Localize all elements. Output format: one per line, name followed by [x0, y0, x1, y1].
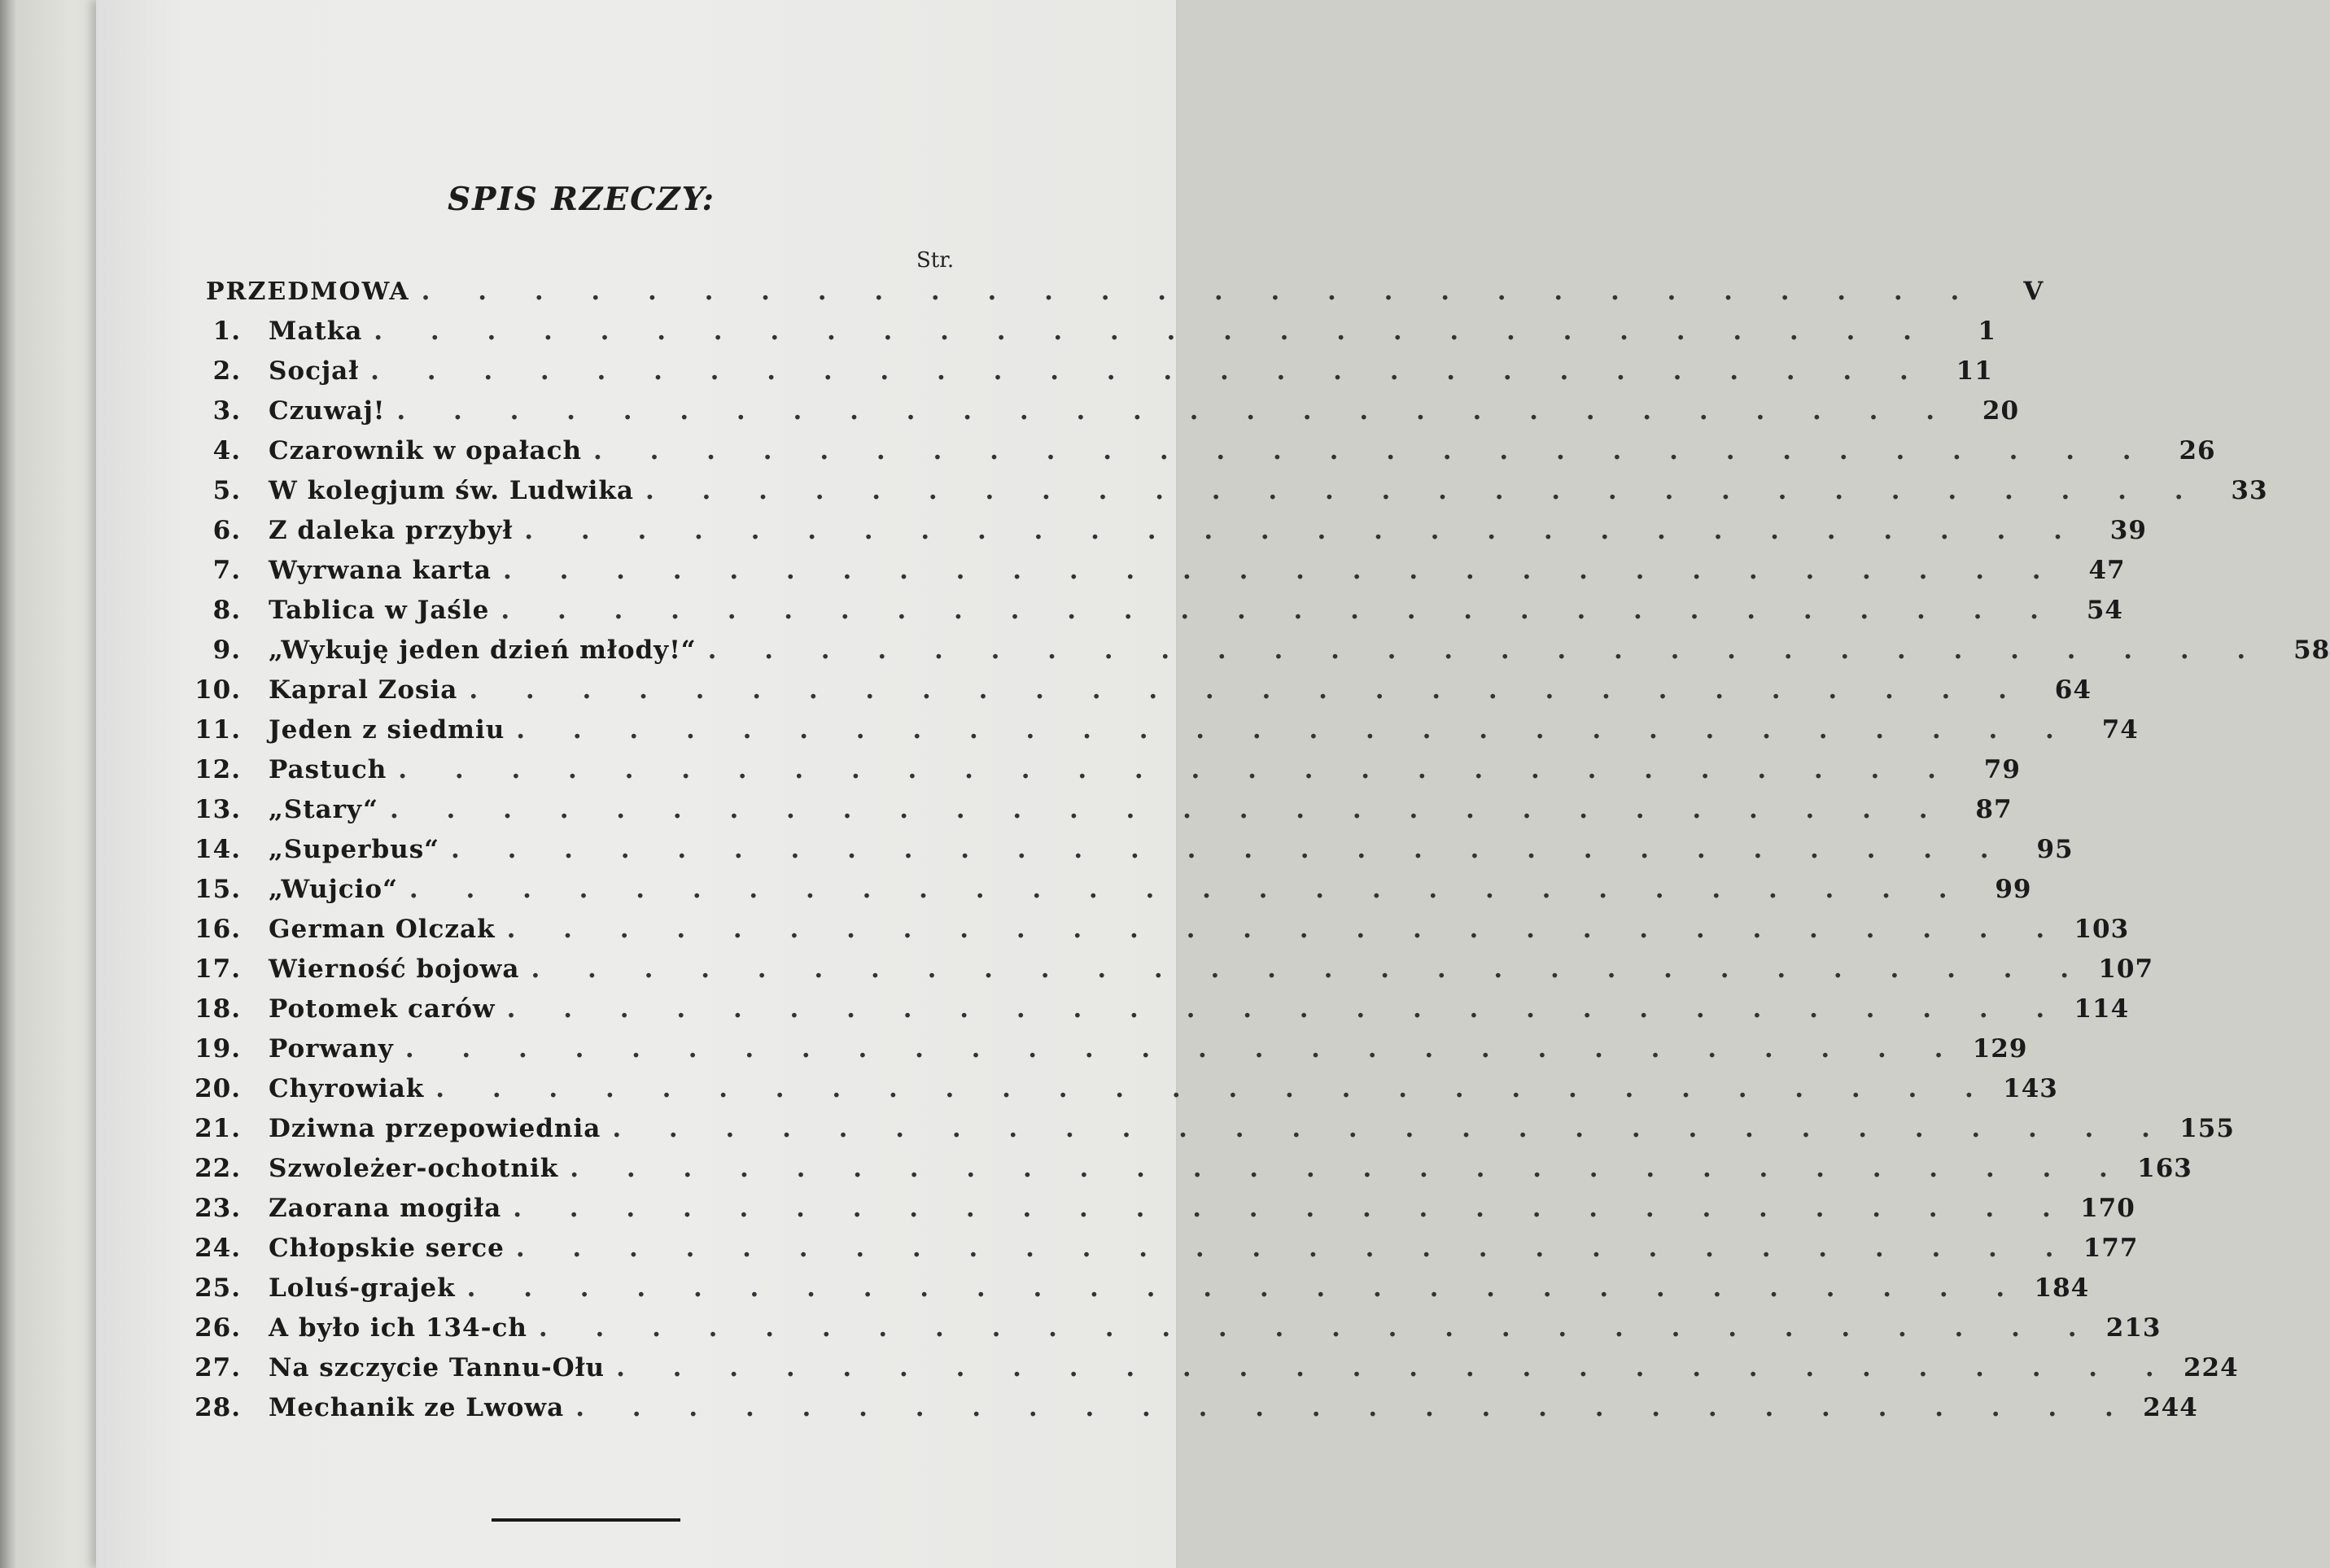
toc-entry-number: 19.	[195, 1034, 241, 1064]
toc-entry-page: 47	[2088, 556, 2126, 585]
toc-entry-row	[192, 436, 2216, 476]
toc-entry-number: 6.	[212, 516, 241, 545]
dot-leader: . . . . . . . . . . . . . . . . . . . . . . . . . . . .	[451, 835, 2009, 864]
toc-entry-row	[192, 675, 2092, 715]
toc-entry-number: 9.	[212, 635, 241, 665]
toc-entry-row	[192, 755, 2021, 795]
toc-entry-page: 244	[2143, 1393, 2198, 1422]
toc-entry-number: 4.	[212, 436, 241, 465]
toc-entry-number: 1.	[212, 317, 241, 346]
toc-entry-title: „Superbus“	[269, 835, 439, 864]
dot-leader: . . . . . . . . . . . . . . . . . . . . . . . . . . . .	[524, 516, 2082, 545]
toc-entry-row	[192, 1114, 2235, 1154]
toc-entry-title: Pastuch	[269, 755, 387, 784]
toc-entry-title: PRZEDMOWA	[206, 277, 410, 306]
table-of-contents	[192, 277, 2330, 1433]
toc-entry-page: 155	[2179, 1114, 2235, 1143]
toc-entry-page: 11	[1956, 356, 1993, 386]
toc-entry-title: German Olczak	[269, 915, 496, 944]
toc-entry-row	[192, 1234, 2139, 1273]
toc-entry-page: 184	[2034, 1273, 2090, 1303]
toc-entry-page: V	[2023, 277, 2044, 306]
dot-leader: . . . . . . . . . . . . . . . . . . . . . . . . . . . .	[612, 1114, 2170, 1143]
toc-entry-title: „Wujcio“	[269, 875, 398, 904]
toc-entry-title: Zaorana mogiła	[269, 1194, 502, 1223]
toc-entry-row	[192, 516, 2147, 556]
dot-leader: . . . . . . . . . . . . . . . . . . . . . . . . . . . .	[435, 1074, 1993, 1103]
toc-entry-title: Chłopskie serce	[269, 1234, 505, 1263]
toc-entry-number: 7.	[212, 556, 241, 585]
dot-leader: . . . . . . . . . . . . . . . . . . . . . . . . . . . .	[404, 1034, 1963, 1064]
dot-leader: . . . . . . . . . . . . . . . . . . . . . . . . . . . .	[466, 1273, 2025, 1303]
toc-entry-title: Na szczycie Tannu-Ołu	[269, 1353, 605, 1382]
dot-leader: . . . . . . . . . . . . . . . . . . . . . . . . . . . .	[593, 436, 2151, 465]
toc-entry-title: Kapral Zosia	[269, 675, 458, 705]
toc-entry-page: 26	[2179, 436, 2216, 465]
toc-entry-page: 20	[1982, 396, 2020, 426]
dot-leader: . . . . . . . . . . . . . . . . . . . . . . . . . . . .	[515, 1234, 2074, 1263]
toc-entry-number: 16.	[195, 915, 241, 944]
toc-entry-number: 15.	[195, 875, 241, 904]
toc-entry-number: 27.	[195, 1353, 241, 1382]
dot-leader: . . . . . . . . . . . . . . . . . . . . . . . . . . . .	[398, 755, 1956, 784]
toc-entry-number: 28.	[195, 1393, 241, 1422]
toc-entry-page: 39	[2109, 516, 2147, 545]
toc-entry-page: 170	[2080, 1194, 2135, 1223]
toc-entry-page: 79	[1983, 755, 2021, 784]
toc-entry-row	[192, 875, 2032, 915]
toc-entry-page: 74	[2101, 715, 2139, 745]
toc-entry-row	[192, 1313, 2162, 1353]
toc-entry-title: „Wykuję jeden dzień młody!“	[269, 635, 697, 665]
toc-entry-page: 114	[2074, 994, 2130, 1024]
toc-preface-row	[192, 277, 2044, 317]
toc-entry-title: Wyrwana karta	[269, 556, 492, 585]
toc-entry-row	[192, 1074, 2058, 1114]
toc-entry-row	[192, 476, 2268, 516]
toc-entry-title: Loluś-grajek	[269, 1273, 456, 1303]
toc-entry-title: Dziwna przepowiednia	[269, 1114, 601, 1143]
toc-entry-row	[192, 994, 2130, 1034]
toc-entry-number: 13.	[195, 795, 241, 824]
toc-entry-page: 33	[2231, 476, 2268, 505]
toc-entry-number: 26.	[195, 1313, 241, 1343]
toc-entry-number: 18.	[195, 994, 241, 1024]
toc-entry-row	[192, 635, 2330, 675]
dot-leader: . . . . . . . . . . . . . . . . . . . . . . . . . . . .	[389, 795, 1947, 824]
dot-leader: . . . . . . . . . . . . . . . . . . . . . . . . . . . .	[370, 356, 1928, 386]
toc-entry-row	[192, 954, 2154, 994]
toc-entry-title: Matka	[269, 317, 363, 346]
toc-entry-row	[192, 1273, 2090, 1313]
toc-entry-title: Socjał	[269, 356, 360, 386]
toc-entry-number: 20.	[195, 1074, 241, 1103]
toc-entry-page: 213	[2105, 1313, 2162, 1343]
dot-leader: . . . . . . . . . . . . . . . . . . . . . . . . . . . .	[374, 317, 1931, 346]
toc-entry-row	[192, 317, 1996, 356]
toc-entry-row	[192, 1353, 2239, 1393]
toc-entry-number: 22.	[195, 1154, 241, 1183]
toc-entry-page: 54	[2086, 596, 2123, 625]
dot-leader: . . . . . . . . . . . . . . . . . . . . . . . . . . . .	[575, 1393, 2133, 1422]
toc-entry-title: W kolegjum św. Ludwika	[269, 476, 634, 505]
previous-page-edge	[18, 0, 107, 1568]
toc-entry-row	[192, 1034, 2028, 1074]
toc-entry-page: 87	[1975, 795, 2013, 824]
toc-entry-title: Wierność bojowa	[269, 954, 520, 984]
dot-leader: . . . . . . . . . . . . . . . . . . . . . . . . . . . .	[570, 1154, 2127, 1183]
toc-entry-number: 5.	[212, 476, 241, 505]
toc-entry-page: 1	[1978, 317, 1996, 346]
toc-entry-row	[192, 915, 2130, 954]
toc-entry-title: Szwoleżer-ochotnik	[269, 1154, 559, 1183]
toc-entry-title: „Stary“	[269, 795, 378, 824]
toc-entry-title: Z daleka przybył	[269, 516, 514, 545]
toc-entry-page: 58	[2293, 635, 2330, 665]
dot-leader: . . . . . . . . . . . . . . . . . . . . . . . . . . . .	[645, 476, 2203, 505]
closing-rule	[492, 1518, 680, 1522]
toc-entry-title: Chyrowiak	[269, 1074, 425, 1103]
toc-entry-row	[192, 556, 2126, 596]
toc-entry-row	[192, 715, 2139, 755]
toc-entries	[192, 317, 2330, 1433]
toc-entry-row	[192, 356, 1993, 396]
dot-leader: . . . . . . . . . . . . . . . . . . . . . . . . . . . .	[469, 675, 2026, 705]
toc-entry-number: 21.	[195, 1114, 241, 1143]
toc-entry-title: Mechanik ze Lwowa	[269, 1393, 565, 1422]
dot-leader: . . . . . . . . . . . . . . . . . . . . . . . . . . . .	[531, 954, 2089, 984]
toc-entry-page: 143	[2003, 1074, 2058, 1103]
dot-leader: . . . . . . . . . . . . . . . . . . . . . . . . . . . .	[516, 715, 2074, 745]
toc-entry-page: 163	[2137, 1154, 2192, 1183]
dot-leader: . . . . . . . . . . . . . . . . . . . . . . . . . . . .	[707, 635, 2266, 665]
toc-entry-page: 129	[1972, 1034, 2028, 1064]
toc-entry-number: 25.	[195, 1273, 241, 1303]
toc-entry-number: 24.	[195, 1234, 241, 1263]
dot-leader: . . . . . . . . . . . . . . . . . . . . . . . . . . . .	[506, 994, 2065, 1024]
toc-entry-page: 177	[2083, 1234, 2139, 1263]
toc-entry-number: 11.	[195, 715, 241, 745]
dot-leader: . . . . . . . . . . . . . . . . . . . . . . . . . . . .	[616, 1353, 2174, 1382]
toc-entry-title: Czuwaj!	[269, 396, 386, 426]
dot-leader: . . . . . . . . . . . . . . . . . . . . . . . . . . . .	[409, 875, 1967, 904]
page-title: SPIS RZECZY:	[447, 181, 715, 218]
toc-entry-number: 2.	[212, 356, 241, 386]
toc-entry-number: 23.	[195, 1194, 241, 1223]
toc-entry-number: 3.	[212, 396, 241, 426]
toc-entry-number: 14.	[195, 835, 241, 864]
toc-entry-title: Potomek carów	[269, 994, 496, 1024]
dot-leader: . . . . . . . . . . . . . . . . . . . . . . . . . . . .	[506, 915, 2065, 944]
toc-entry-row	[192, 1154, 2192, 1194]
toc-entry-row	[192, 835, 2074, 875]
toc-entry-page: 99	[1995, 875, 2032, 904]
dot-leader: . . . . . . . . . . . . . . . . . . . . . . . . . . . .	[501, 596, 2058, 625]
toc-entry-row	[192, 596, 2123, 635]
toc-entry-page: 103	[2074, 915, 2130, 944]
toc-entry-row	[192, 1393, 2198, 1433]
toc-entry-title: A było ich 134-ch	[269, 1313, 527, 1343]
book-binding	[0, 0, 18, 1568]
toc-entry-page: 224	[2183, 1353, 2239, 1382]
toc-entry-title: Tablica w Jaśle	[269, 596, 490, 625]
page-column-label: Str.	[916, 248, 955, 273]
toc-entry-title: Jeden z siedmiu	[269, 715, 505, 745]
toc-entry-number: 8.	[212, 596, 241, 625]
toc-entry-number: 17.	[195, 954, 241, 984]
toc-entry-number: 12.	[195, 755, 241, 784]
toc-entry-row	[192, 1194, 2135, 1234]
toc-entry-page: 95	[2036, 835, 2074, 864]
dot-leader: . . . . . . . . . . . . . . . . . . . . . . . . . . . .	[421, 277, 1979, 306]
toc-entry-page: 64	[2054, 675, 2092, 705]
dot-leader: . . . . . . . . . . . . . . . . . . . . . . . . . . . .	[513, 1194, 2070, 1223]
dot-leader: . . . . . . . . . . . . . . . . . . . . . . . . . . . .	[538, 1313, 2096, 1343]
toc-entry-page: 107	[2098, 954, 2154, 984]
toc-entry-row	[192, 396, 2020, 436]
toc-entry-title: Czarownik w opałach	[269, 436, 582, 465]
toc-entry-row	[192, 795, 2013, 835]
toc-entry-title: Porwany	[269, 1034, 394, 1064]
dot-leader: . . . . . . . . . . . . . . . . . . . . . . . . . . . .	[396, 396, 1955, 426]
dot-leader: . . . . . . . . . . . . . . . . . . . . . . . . . . . .	[502, 556, 2061, 585]
toc-entry-number: 10.	[195, 675, 241, 705]
